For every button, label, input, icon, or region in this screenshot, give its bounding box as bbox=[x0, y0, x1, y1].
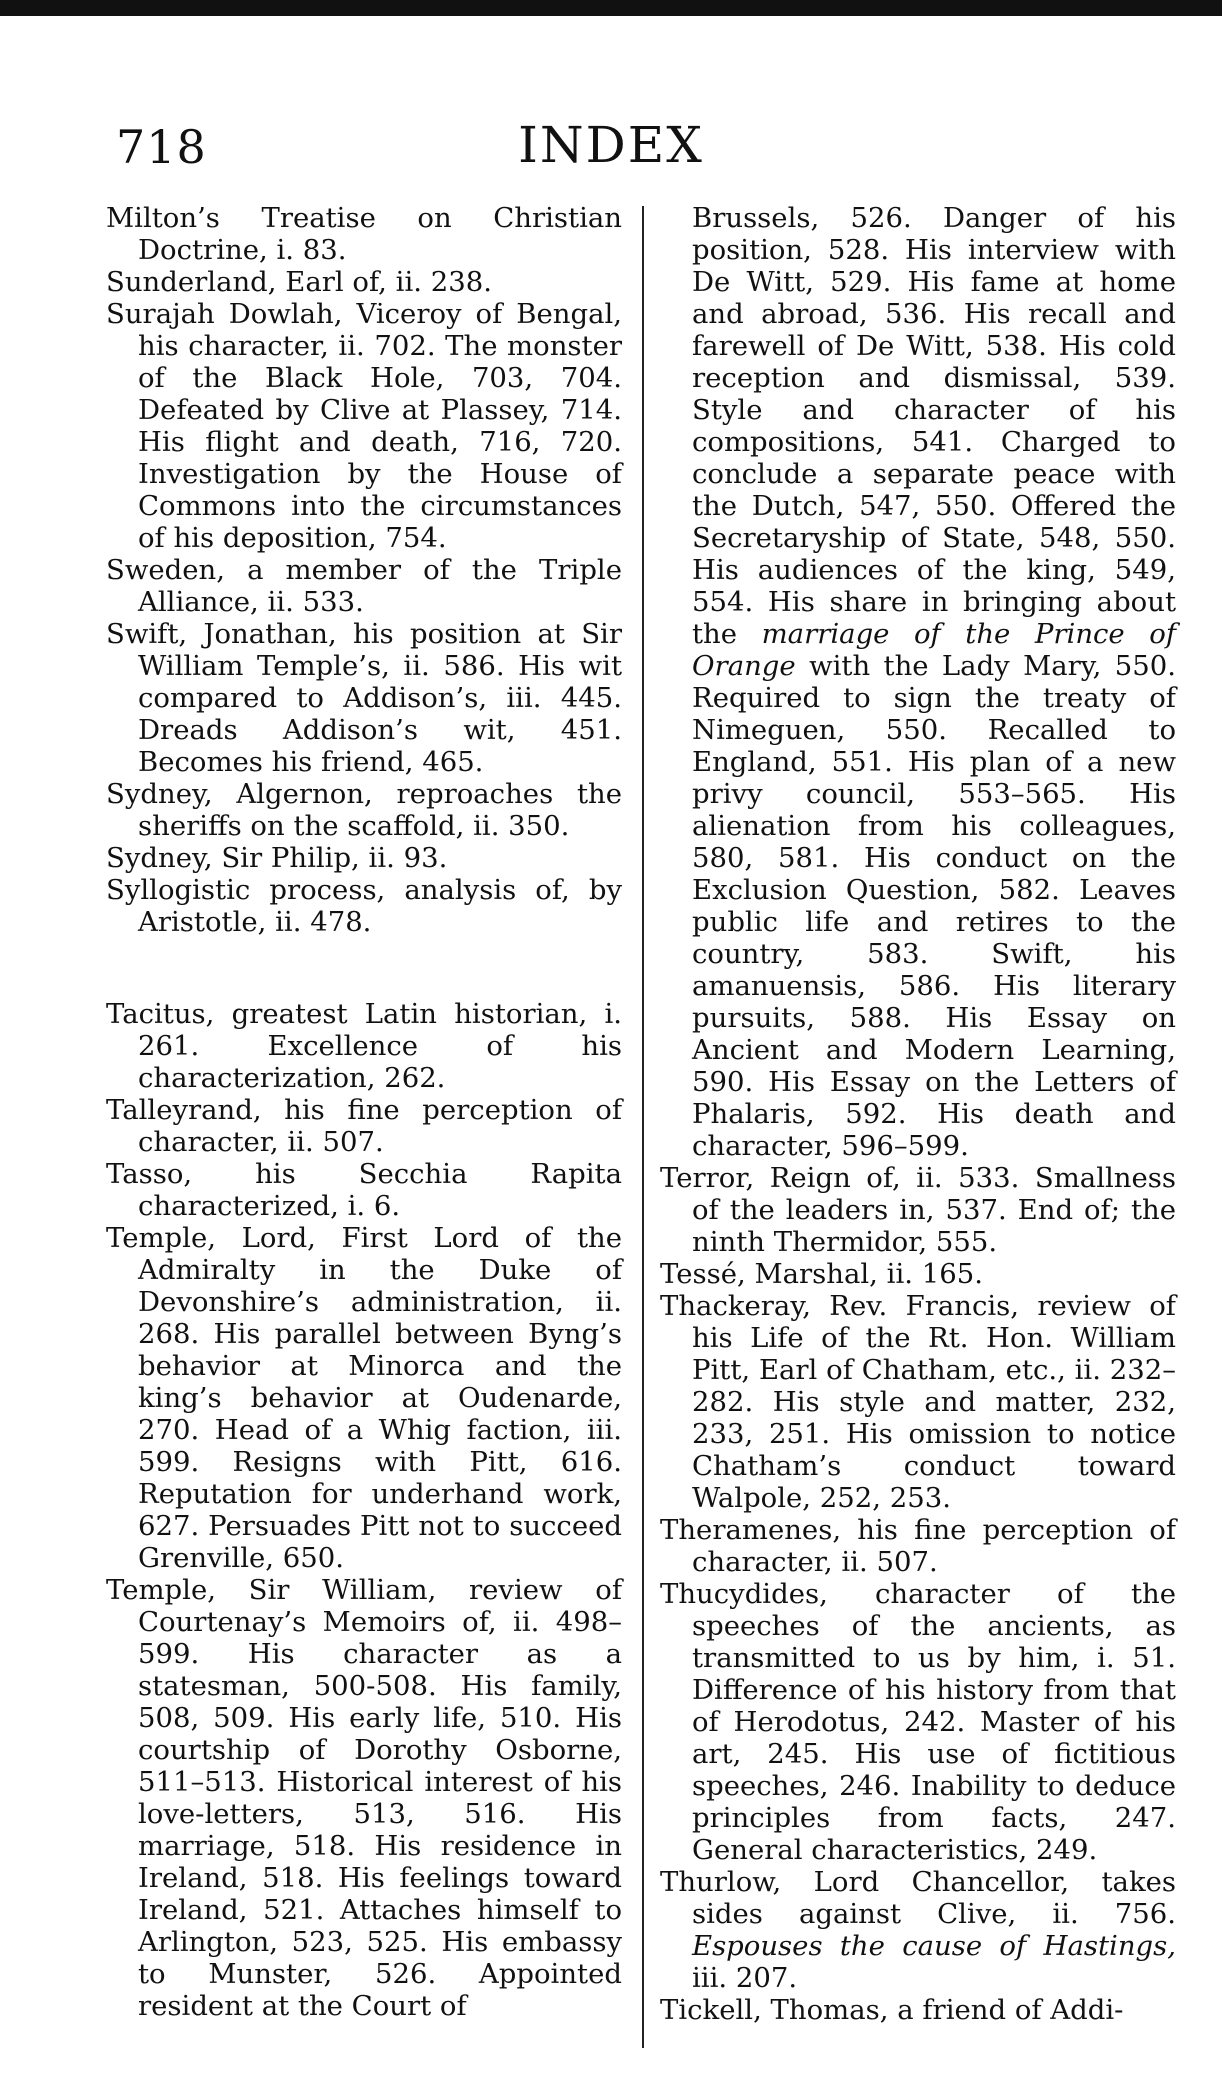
entry-italic-text: Espouses the cause of Hastings, bbox=[692, 1930, 1176, 1962]
entry-text: Brussels, 526. Danger of his position, 528. His interview with De Witt, 529. His fame at home and abroad, 536. His recall and farewell of De Witt, 538. His cold reception and dismissal, 539. Style and character of his compositions, 541. Charged to conclude a separate peace with the Dutch, 547, 550. Offered the Secretaryship of State, 548, 550. His audiences of the king, 549, 554. His share in bringing about the bbox=[692, 202, 1176, 650]
top-rule bbox=[0, 0, 1222, 16]
index-entry: Tasso, his Secchia Rapita characterized, i. 6. bbox=[106, 1158, 622, 1222]
index-entry: Terror, Reign of, ii. 533. Smallness of the leaders in, 537. End of; the ninth Thermidor, 555. bbox=[660, 1162, 1176, 1258]
index-entry: Tacitus, greatest Latin historian, i. 261. Excellence of his characterization, 262. bbox=[106, 998, 622, 1094]
index-entry: Sydney, Sir Philip, ii. 93. bbox=[106, 842, 448, 874]
index-entry: Surajah Dowlah, Viceroy of Bengal, his character, ii. 702. The monster of the Black Hole, 703, 704. Defeated by Clive at Plassey, 714. His flight and death, 716, 720. Investigation by the House of Commons into the circumstances of his deposition, 754. bbox=[106, 298, 622, 554]
index-entry: Sunderland, Earl of, ii. 238. bbox=[106, 266, 492, 298]
index-column-right bbox=[660, 202, 1176, 2026]
index-entry: Talleyrand, his fine perception of character, ii. 507. bbox=[106, 1094, 622, 1158]
entry-text: Thurlow, Lord Chancellor, takes sides against Clive, ii. 756. bbox=[660, 1866, 1176, 1930]
letter-section-gap bbox=[106, 938, 622, 998]
entry-text: iii. 207. bbox=[692, 1962, 798, 1994]
entry-italic-text: marriage of the Prince of Orange bbox=[692, 618, 1176, 682]
running-head: INDEX bbox=[518, 116, 704, 174]
index-entry: Sweden, a member of the Triple Alliance, ii. 533. bbox=[106, 554, 622, 618]
column-divider bbox=[642, 206, 644, 2048]
index-entry: Temple, Lord, First Lord of the Admiralty in the Duke of Devonshire’s administration, ii. 268. His parallel between Byng’s behavior at Minorca and the king’s behavior at Oudenarde, 270. Head of a Whig faction, iii. 599. Resigns with Pitt, 616. Reputation for underhand work, 627. Persuades Pitt not to succeed Grenville, 650. bbox=[106, 1222, 622, 1574]
index-entry: Tessé, Marshal, ii. 165. bbox=[660, 1258, 983, 1290]
index-entry bbox=[660, 1866, 1176, 1994]
index-entry: Theramenes, his fine perception of character, ii. 507. bbox=[660, 1514, 1176, 1578]
index-entry: Milton’s Treatise on Christian Doctrine, i. 83. bbox=[106, 202, 622, 266]
index-entry: Tickell, Thomas, a friend of Addi- bbox=[660, 1994, 1124, 2026]
index-entry-continued bbox=[660, 202, 1176, 1162]
index-column-left bbox=[106, 202, 622, 2022]
page-number: 718 bbox=[116, 120, 207, 174]
index-entry: Thucydides, character of the speeches of the ancients, as transmitted to us by him, i. 51. Difference of his history from that of Herodotus, 242. Master of his art, 245. His use of fictitious speeches, 246. Inability to deduce principles from facts, 247. General characteristics, 249. bbox=[660, 1578, 1176, 1866]
index-entry: Temple, Sir William, review of Courtenay’s Memoirs of, ii. 498–599. His character as a statesman, 500-508. His family, 508, 509. His early life, 510. His courtship of Dorothy Osborne, 511–513. Historical interest of his love-letters, 513, 516. His marriage, 518. His residence in Ireland, 518. His feelings toward Ireland, 521. Attaches himself to Arlington, 523, 525. His embassy to Munster, 526. Appointed resident at the Court of bbox=[106, 1574, 622, 2022]
index-entry: Sydney, Algernon, reproaches the sheriffs on the scaffold, ii. 350. bbox=[106, 778, 622, 842]
index-entry: Syllogistic process, analysis of, by Aristotle, ii. 478. bbox=[106, 874, 622, 938]
index-entry: Thackeray, Rev. Francis, review of his Life of the Rt. Hon. William Pitt, Earl of Chatham, etc., ii. 232–282. His style and matter, 232, 233, 251. His omission to notice Chatham’s conduct toward Walpole, 252, 253. bbox=[660, 1290, 1176, 1514]
entry-text: with the Lady Mary, 550. Required to sign the treaty of Nimeguen, 550. Recalled to England, 551. His plan of a new privy council, 553–565. His alienation from his colleagues, 580, 581. His conduct on the Exclusion Question, 582. Leaves public life and retires to the country, 583. Swift, his amanuensis, 586. His literary pursuits, 588. His Essay on Ancient and Modern Learning, 590. His Essay on the Letters of Phalaris, 592. His death and character, 596–599. bbox=[692, 650, 1176, 1162]
index-entry: Swift, Jonathan, his position at Sir William Temple’s, ii. 586. His wit compared to Addison’s, iii. 445. Dreads Addison’s wit, 451. Becomes his friend, 465. bbox=[106, 618, 622, 778]
